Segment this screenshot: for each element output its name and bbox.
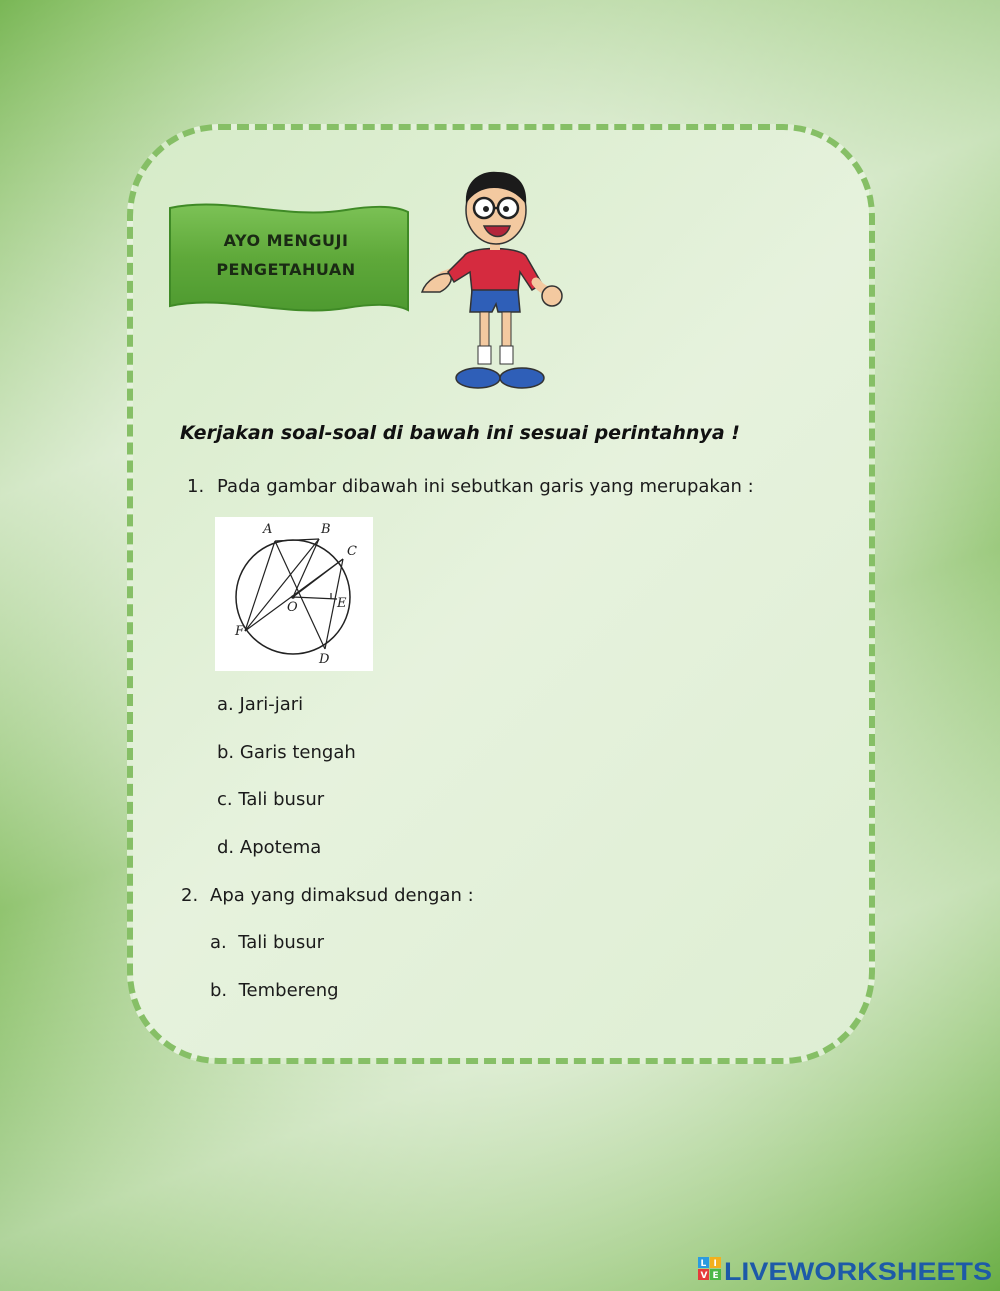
option-text: Jari-jari [239, 694, 304, 715]
option-text: Tali busur [238, 932, 325, 953]
circle-diagram [215, 517, 373, 671]
q2-option-b [210, 980, 339, 1001]
badge-letter-v: V [700, 1271, 708, 1281]
question-1-text: Pada gambar dibawah ini sebutkan garis yang merupakan : [217, 476, 754, 497]
figure-label-b: B [321, 522, 331, 537]
banner-line-2: PENGETAHUAN [216, 260, 356, 279]
badge-letter-l: L [700, 1259, 707, 1269]
q1-option-c [217, 789, 324, 810]
option-letter: b. [210, 980, 228, 1001]
figure-label-c: C [347, 544, 357, 559]
badge-letter-i: I [713, 1259, 717, 1269]
cartoon-boy-illustration [414, 164, 574, 396]
question-1-number: 1. [187, 476, 205, 497]
figure-label-e: E [337, 596, 347, 611]
q1-option-a [217, 694, 303, 715]
banner-line-1: AYO MENGUJI [223, 231, 349, 250]
option-text: Tembereng [238, 980, 339, 1001]
option-letter: d. [217, 837, 235, 858]
option-letter: b. [217, 742, 235, 763]
figure-label-f: F [235, 624, 245, 639]
instruction-text: Kerjakan soal-soal di bawah ini sesuai perintahnya ! [180, 422, 740, 444]
q1-option-d [217, 837, 321, 858]
badge-letter-e: E [712, 1271, 719, 1281]
option-letter: a. [217, 694, 234, 715]
figure-label-o: O [287, 600, 298, 615]
brand-name: LIVEWORKSHEETS [724, 1258, 992, 1285]
option-letter: c. [217, 789, 233, 810]
figure-label-d: D [319, 652, 330, 667]
liveworksheets-logo [698, 1255, 994, 1285]
option-text: Apotema [239, 837, 322, 858]
question-2-text: Apa yang dimaksud dengan : [210, 885, 474, 906]
q2-option-a [210, 932, 324, 953]
option-text: Tali busur [238, 789, 325, 810]
option-text: Garis tengah [239, 742, 356, 763]
option-letter: a. [210, 932, 227, 953]
banner-text [186, 226, 386, 284]
figure-label-a: A [263, 522, 273, 537]
q1-option-b [217, 742, 356, 763]
question-2-number: 2. [181, 885, 199, 906]
